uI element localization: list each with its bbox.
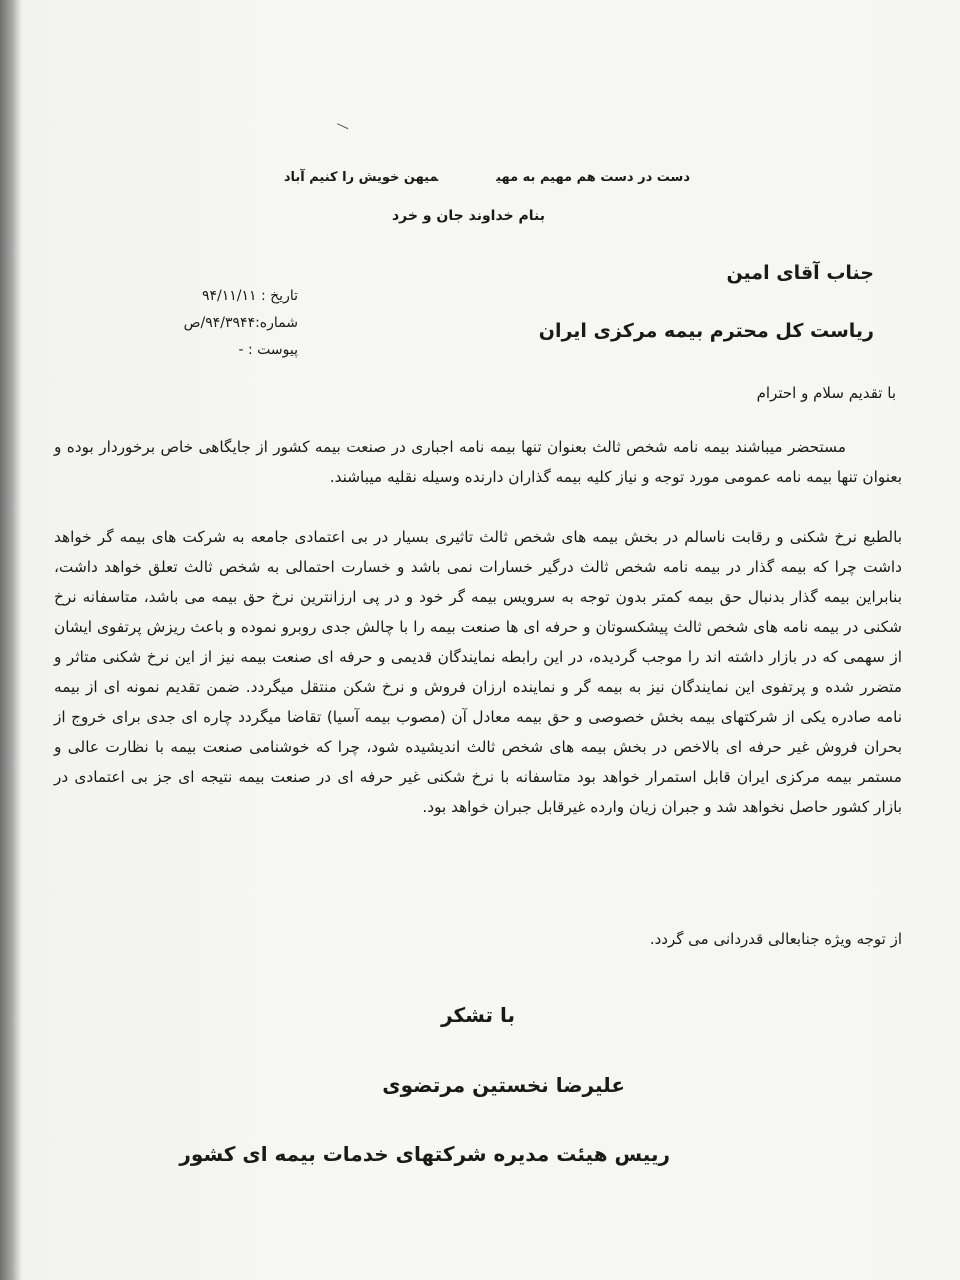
letter-attachment: پیوست : - <box>238 342 298 358</box>
recipient-title: ریاست کل محترم بیمه مرکزی ایران <box>538 320 874 342</box>
paragraph-2: بالطبع نرخ شکنی و رقابت ناسالم در بخش بیمه های شخص ثالث تاثیری بسیار در بی اعتمادی جامعه به شرکت های بیمه گر خواهد داشت چرا که بیمه گذار در بیمه نامه شخص ثالث درگیر خسارات نمی باشد و خسارت احتمالی به شخص ثالث تعلق خواهد داشت، بنابراین بیمه گذار بدنبال حق بیمه کمتر بدون توجه به سرویس بیمه گر خود و در پی ارزانترین نرخ حق بیمه می باشد، متاسفانه نرخ شکنی در بیمه نامه های شخص ثالث پیشکسوتان و حرفه ای ها صنعت بیمه را با چالش جدی روبرو نموده و باعث ریزش پرتفوی ایشان از سهمی که در بازار داشته اند را موجب گردیده، در این رابطه نمایندگان قدیمی و حرفه ای صنعت بیمه نیز از این نرخ شکنی متاثر و متضرر شده و پرتفوی این نمایندگان نیز به بیمه گر و نماینده ارزان فروش و نرخ شکن منتقل میگردد. ضمن تقدیم نمونه ای از بیمه نامه صادره یکی از شرکتهای بیمه بخش خصوصی و حق بیمه معادل آن (مصوب بیمه آسیا) تقاضا میگردد چاره ای جدی برای خروج از بحران فروش غیر حرفه ای بالاخص در بخش بیمه های شخص ثالث اندیشیده شود، چرا که خوشنامی صنعت بیمه با نظارت عالی و مستمر بیمه مرکزی ایران قابل استمرار خواهد بود متاسفانه با نرخ شکنی غیر حرفه ای در صنعت بیمه نتیجه ای جز بی اعتمادی در بازار کشور حاصل نخواهد شد و جبران زیان وارده غیرقابل جبران خواهد بود. <box>54 528 902 816</box>
pen-mark <box>337 118 351 129</box>
letter-date: تاریخ : ۹۴/۱۱/۱۱ <box>201 288 298 304</box>
letter-number: شماره:۹۴/۳۹۴۴/ص <box>183 315 298 331</box>
recipient-name: جناب آقای امین <box>726 262 874 284</box>
greeting: با تقدیم سلام و احترام <box>756 384 896 402</box>
signer-title: رییس هیئت مدیره شرکتهای خدمات بیمه ای کشور <box>179 1142 670 1166</box>
signer-name: علیرضا نخستین مرتضوی <box>382 1073 625 1097</box>
paragraph-1: مستحضر میباشند بیمه نامه شخص ثالث بعنوان تنها بیمه نامه اجباری در صنعت بیمه کشور از جایگاهی خاص برخوردار بوده و بعنوان تنها بیمه نامه عمومی مورد توجه و نیاز کلیه بیمه گذاران دارنده وسیله نقلیه میباشند. <box>54 438 902 486</box>
closing-line: از توجه ویژه جنابعالی قدردانی می گردد. <box>649 930 902 948</box>
motto-left: میهن خویش را کنیم آباد <box>283 170 439 185</box>
page-shadow-edge <box>0 0 22 1280</box>
letter-meta <box>184 283 298 364</box>
bismillah: بنام خداوند جان و خرد <box>392 208 545 224</box>
motto-right: دست در دست هم مهیم به مهی <box>496 170 690 185</box>
thanks-line: با تشکر <box>441 1003 515 1027</box>
header-motto <box>226 170 690 185</box>
